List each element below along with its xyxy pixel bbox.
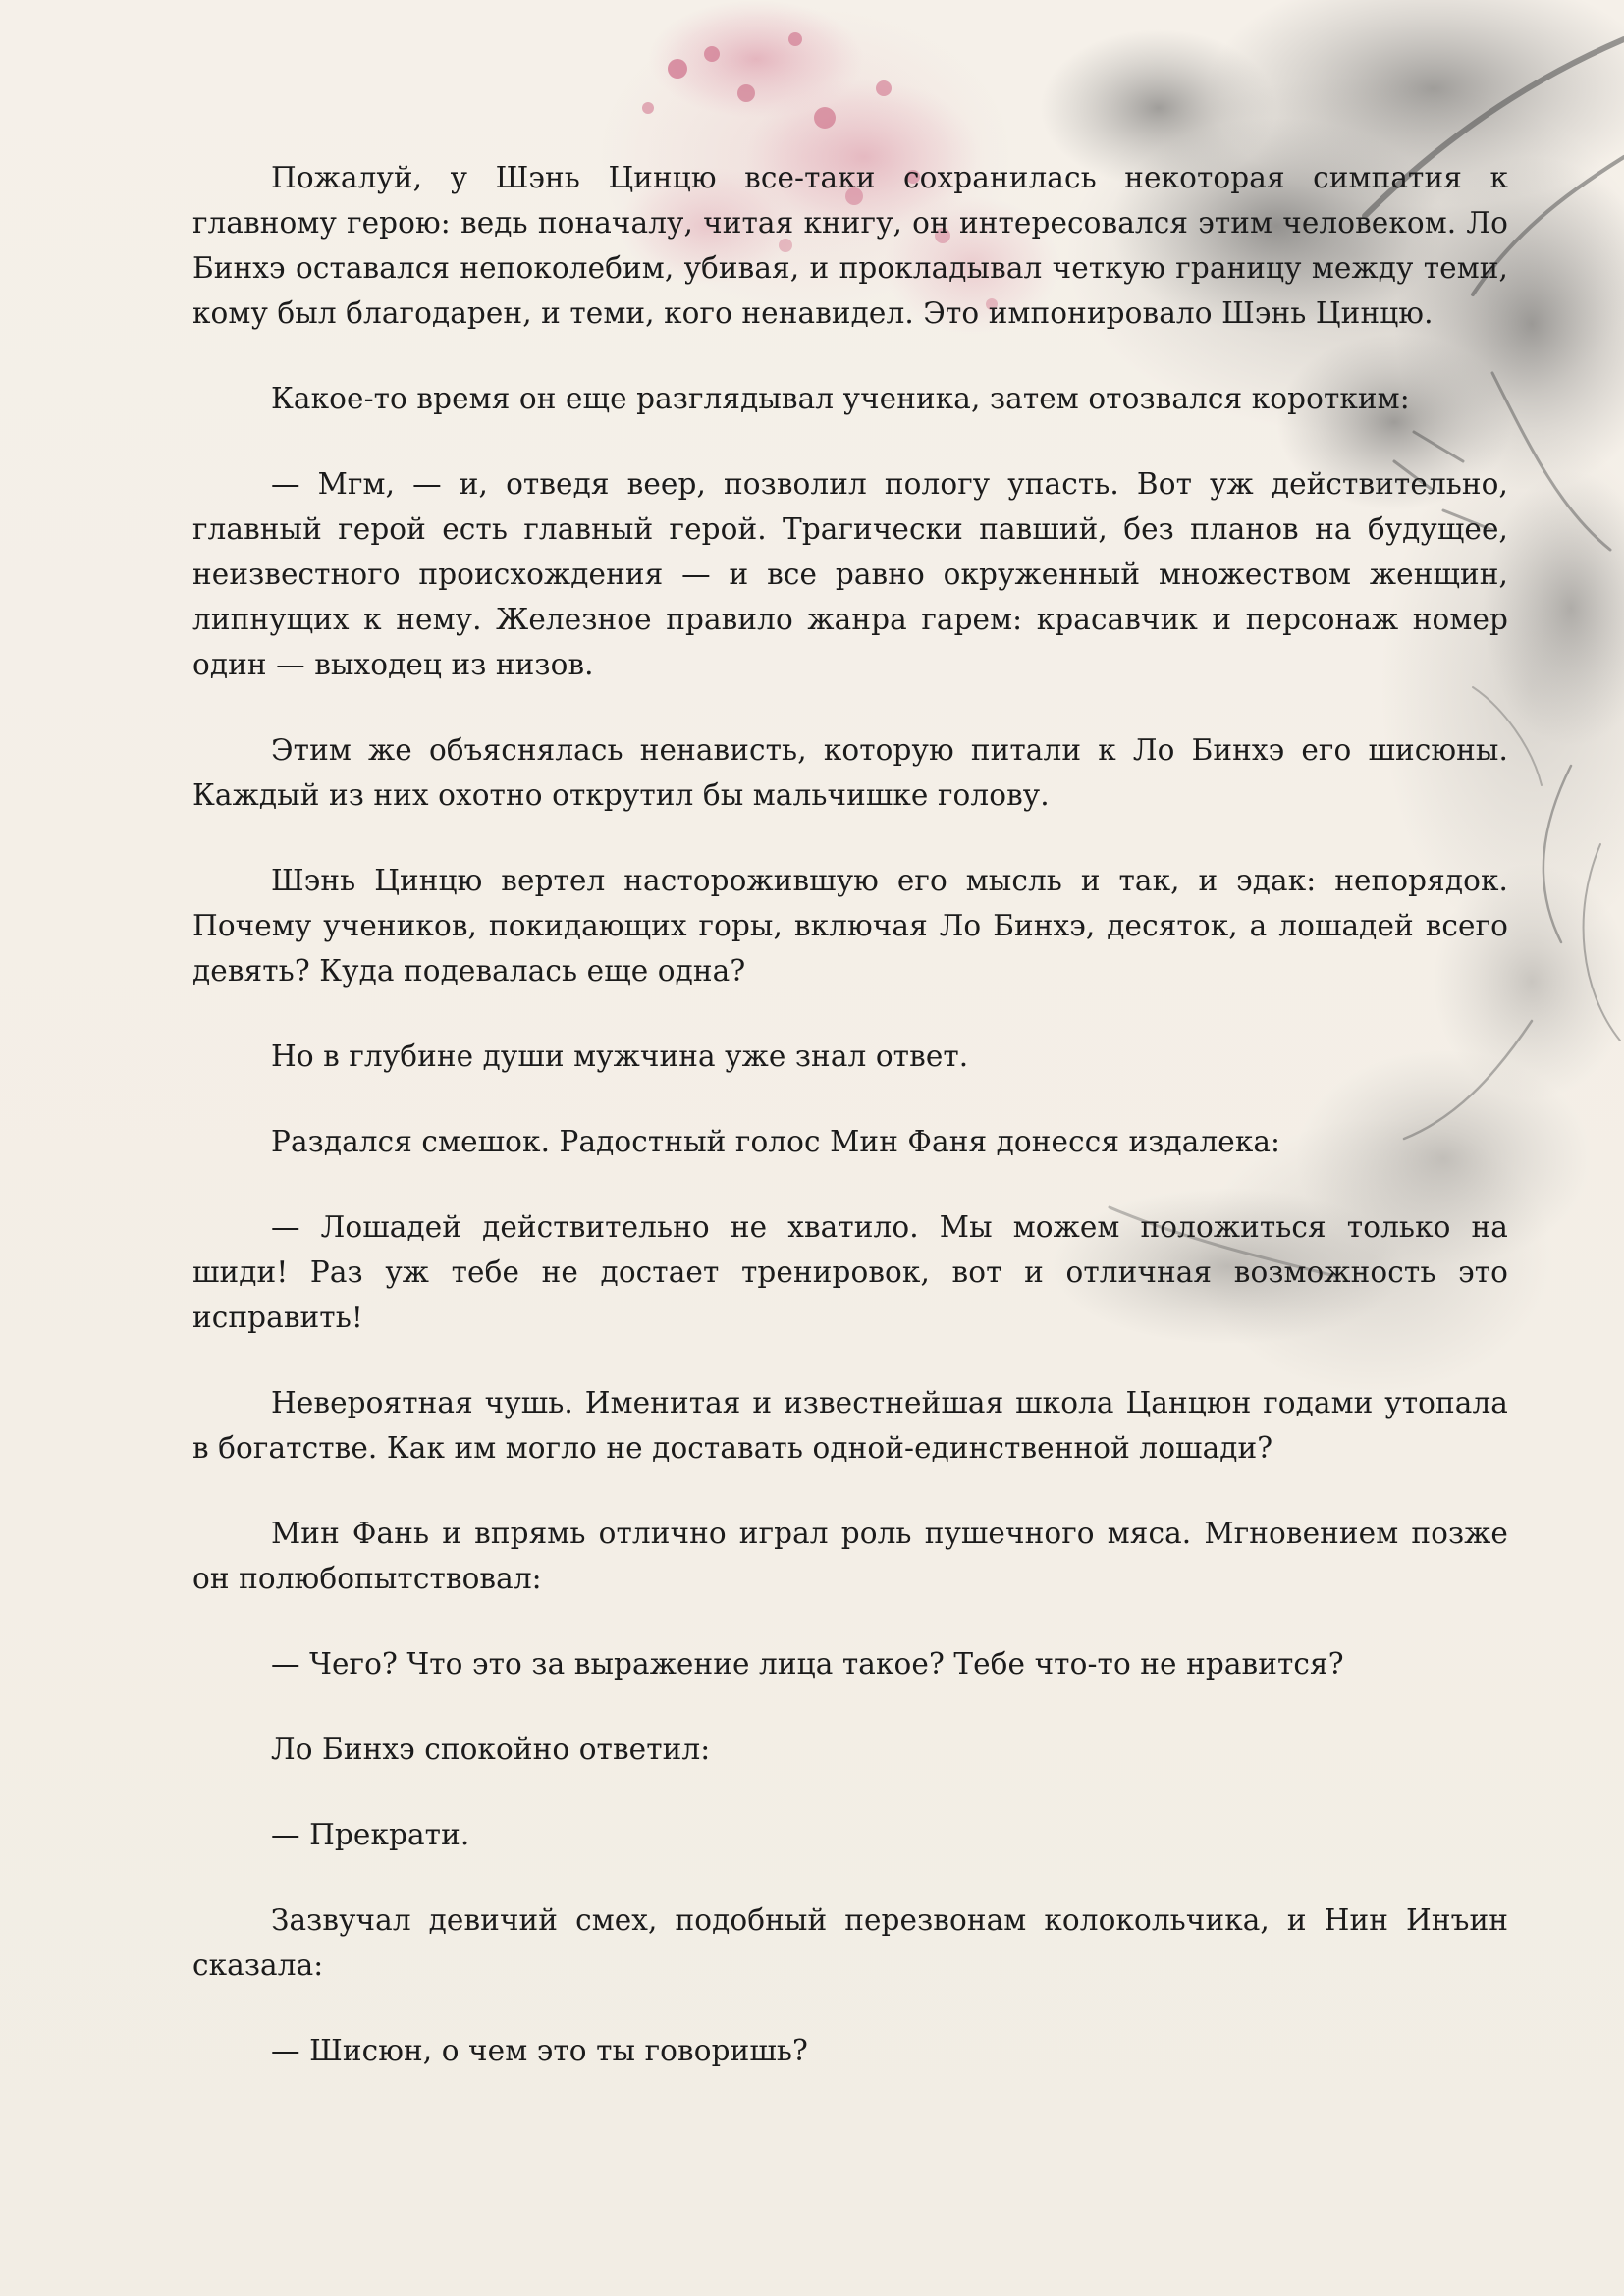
paragraph: — Мгм, — и, отведя веер, позволил пологу упасть. Вот уж действительно, главный герой есть главный герой. Трагически павший, без планов на будущее, неизвестного происхождения — и все равно окруженный множеством женщин, липнущих к нему. Железное правило жанра гарем: красавчик и персонаж номер один — выходец из низов. bbox=[192, 467, 1508, 681]
paragraph: — Прекрати. bbox=[271, 1818, 470, 1851]
paragraph: Пожалуй, у Шэнь Цинцю все-таки сохранилась некоторая симпатия к главному герою: ведь поначалу, читая книгу, он интересовался этим человеком. Ло Бинхэ оставался непоколебим, убивая, и прокладывал четкую границу между теми, кому был благодарен, и теми, кого ненавидел. Это импонировало Шэнь Цинцю. bbox=[192, 161, 1508, 330]
paragraph: Невероятная чушь. Именитая и известнейшая школа Цанцюн годами утопала в богатстве. Как им могло не доставать одной-единственной лошади? bbox=[192, 1386, 1508, 1465]
document-body bbox=[192, 155, 1508, 2113]
paragraph: Шэнь Цинцю вертел насторожившую его мысль и так, и эдак: непорядок. Почему учеников, покидающих горы, включая Ло Бинхэ, десяток, а лошадей всего девять? Куда подевалась еще одна? bbox=[192, 864, 1508, 988]
paragraph: Мин Фань и впрямь отлично играл роль пушечного мяса. Мгновением позже он полюбопытствовал: bbox=[192, 1517, 1508, 1595]
paragraph: Зазвучал девичий смех, подобный перезвонам колокольчика, и Нин Инъин сказала: bbox=[192, 1903, 1508, 1982]
paragraph: Какое-то время он еще разглядывал ученика, затем отозвался коротким: bbox=[271, 382, 1410, 415]
paragraph: — Лошадей действительно не хватило. Мы можем положиться только на шиди! Раз уж тебе не достает тренировок, вот и отличная возможность это исправить! bbox=[192, 1210, 1508, 1334]
paragraph: Этим же объяснялась ненависть, которую питали к Ло Бинхэ его шисюны. Каждый из них охотно открутил бы мальчишке голову. bbox=[192, 733, 1508, 812]
paragraph: Ло Бинхэ спокойно ответил: bbox=[271, 1733, 711, 1766]
paragraph: — Шисюн, о чем это ты говоришь? bbox=[271, 2034, 808, 2067]
paragraph: Но в глубине души мужчина уже знал ответ. bbox=[271, 1040, 969, 1073]
paragraph: — Чего? Что это за выражение лица такое? Тебе что-то не нравится? bbox=[271, 1647, 1344, 1681]
paragraph: Раздался смешок. Радостный голос Мин Фаня донесся издалека: bbox=[271, 1125, 1281, 1158]
